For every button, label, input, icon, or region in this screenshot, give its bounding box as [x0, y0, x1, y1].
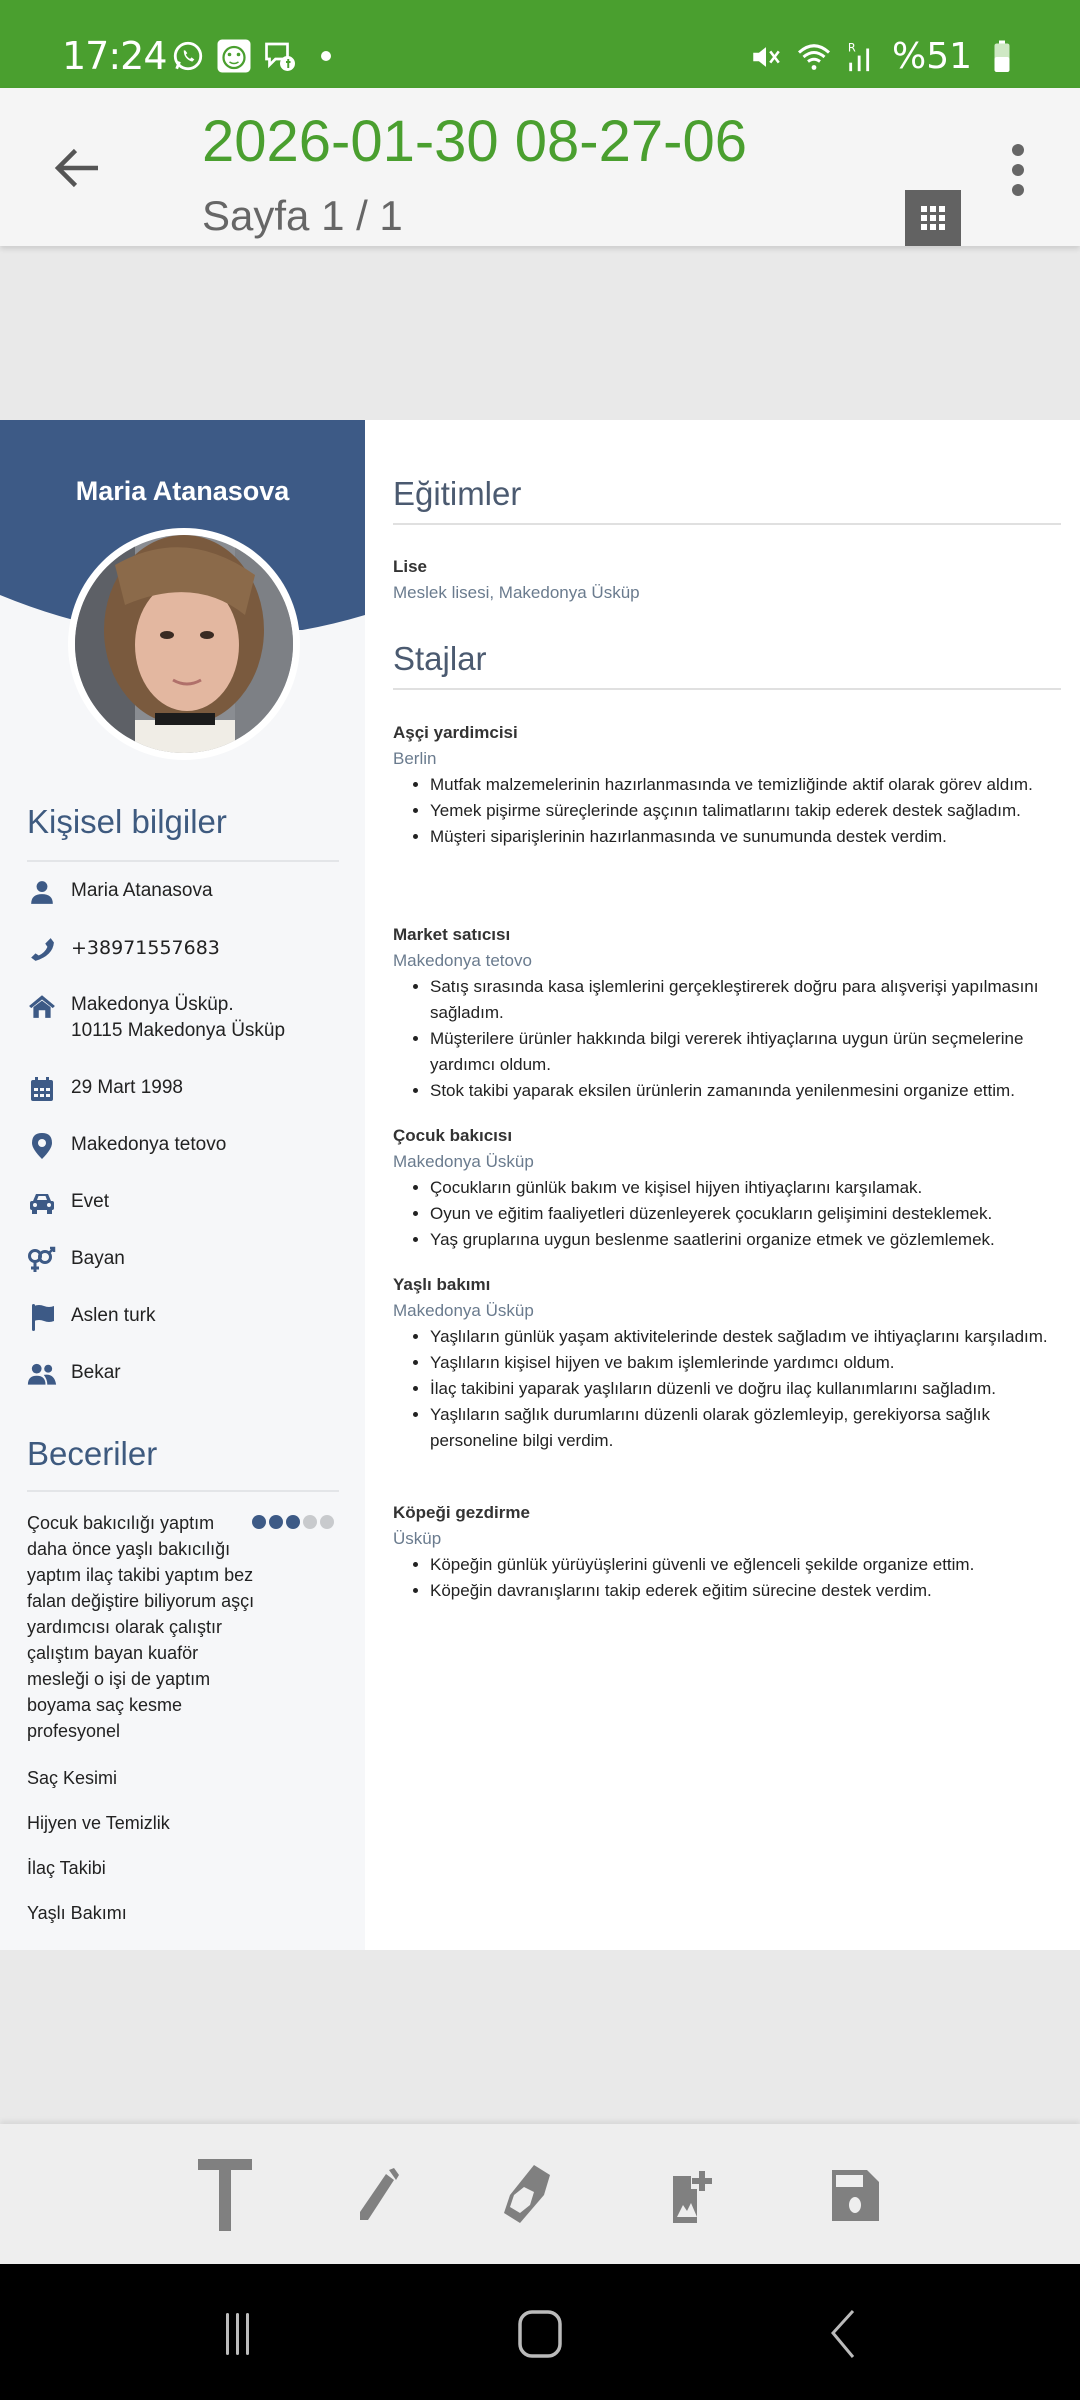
back-button[interactable] — [48, 138, 108, 198]
divider — [393, 688, 1061, 690]
info-gender: Bayan — [27, 1246, 125, 1274]
profile-photo — [75, 535, 293, 753]
info-phone: +38971557683 — [27, 935, 220, 963]
bullet-item: • Çocukların günlük bakım ve kişisel hijyen ihtiyaçlarını karşılamak. — [430, 1175, 1061, 1201]
bullet-item: • Köpeğin günlük yürüyüşlerini güvenli ve eğlenceli şekilde organize ettim. — [430, 1552, 1061, 1578]
home-icon — [27, 992, 57, 1020]
calendar-icon — [27, 1075, 57, 1103]
status-time: 17:24 — [62, 34, 167, 78]
skill-item: Hijyen ve Temizlik — [27, 1813, 170, 1833]
save-button[interactable] — [815, 2156, 895, 2236]
eraser-button[interactable] — [500, 2156, 580, 2236]
internship-entry: Çocuk bakıcısı Makedonya Üsküp • Çocukların günlük bakım ve kişisel hijyen ihtiyaçlarını karşılamak. • Oyun ve eğitim faaliyetleri düzenleyerek çocukların gelişimini desteklemek. • Yaş gruplarına uygun beslenme saatlerini organize etmek ve gözlemlemek. — [393, 1123, 1061, 1253]
internship-entry: Yaşlı bakımı Makedonya Üsküp • Yaşlıların günlük yaşam aktivitelerinde destek sağladım ve ihtiyaçlarını karşıladım. • Yaşlıların kişisel hijyen ve bakım işlemlerinde yardımcı oldum. • İlaç takibini yaparak yaşlıların düzenli ve doğru ilaç kullanımlarını sağladım. • Yaşlıların sağlık durumlarını düzenli olarak gözlemleyip, gerekiyorsa sağlık personeline bilgi verdim. — [393, 1272, 1061, 1454]
home-button[interactable] — [500, 2304, 580, 2364]
location-pin-icon — [27, 1132, 57, 1160]
bullet-item: • Satış sırasında kasa işlemlerini gerçekleştirerek doğru para alışverişi yapılmasını sağladım. — [430, 974, 1061, 1026]
recents-icon — [216, 2311, 260, 2357]
skill-description: Çocuk bakıcılığı yaptım daha önce yaşlı bakıcılığı yaptım ilaç takibi yaptım bez falan değiştire biliyorum aşçı yardımcısı olarak çalıştır çalıştım bayan kuaför mesleği o işi de yaptım boyama saç kesme profesyonel — [27, 1513, 255, 1741]
document-title: 2026-01-30 08-27-06 — [202, 109, 747, 174]
mute-icon — [748, 39, 784, 75]
skills-title: Beceriler — [27, 1435, 158, 1472]
bullet-item: • Yaş gruplarına uygun beslenme saatlerini organize etmek ve gözlemlemek. — [430, 1227, 1061, 1253]
battery-percent: %51 — [891, 36, 972, 77]
personal-info-title: Kişisel bilgiler — [27, 803, 227, 840]
divider — [27, 1490, 339, 1492]
add-image-icon — [669, 2167, 725, 2225]
nav-back-button[interactable] — [803, 2304, 883, 2364]
app-bar — [0, 88, 1080, 246]
skill-item: Yaşlı Bakımı — [27, 1903, 127, 1923]
resume-page — [0, 420, 1080, 1950]
info-location: Makedonya tetovo — [27, 1132, 226, 1160]
bullet-item: • Yaşlıların kişisel hijyen ve bakım işlemlerinde yardımcı oldum. — [430, 1350, 1061, 1376]
grid-view-button[interactable] — [905, 190, 961, 246]
status-bar — [0, 0, 1080, 88]
resume-sidebar — [0, 420, 365, 1950]
talking-tom-icon — [216, 38, 252, 74]
dot-icon — [308, 38, 344, 74]
eraser-icon — [504, 2165, 576, 2227]
bullet-item: • Oyun ve eğitim faaliyetleri düzenleyerek çocukların gelişimini desteklemek. — [430, 1201, 1061, 1227]
internship-entry: Köpeği gezdirme Üsküp • Köpeğin günlük yürüyüşlerini güvenli ve eğlenceli şekilde organize ettim. • Köpeğin davranışlarını takip ederek eğitim sürecine destek verdim. — [393, 1500, 1061, 1604]
rating-dot-empty — [303, 1515, 317, 1529]
divider — [27, 860, 339, 862]
bullet-item: • Müşteri siparişlerinin hazırlanmasında ve sunumunda destek verdim. — [430, 824, 1061, 850]
info-driving-license: Evet — [27, 1189, 109, 1217]
car-icon — [27, 1189, 57, 1217]
signal-icon — [844, 39, 880, 75]
users-icon — [27, 1360, 57, 1388]
education-entry: Lise Meslek lisesi, Makedonya Üsküp — [393, 557, 640, 602]
more-vert-icon — [1012, 144, 1024, 156]
wifi-icon — [796, 39, 832, 75]
rating-dot-filled — [269, 1515, 283, 1529]
rating-dot-empty — [320, 1515, 334, 1529]
divider — [393, 523, 1061, 525]
recents-button[interactable] — [198, 2304, 278, 2364]
person-icon — [27, 878, 57, 906]
bullet-item: • Köpeğin davranışlarını takip ederek eğitim sürecine destek verdim. — [430, 1578, 1061, 1604]
bullet-item: • Yemek pişirme süreçlerinde aşçının talimatlarını takip ederek destek sağladım. — [430, 798, 1061, 824]
edit-toolbar — [0, 2124, 1080, 2264]
notification-icons — [170, 38, 344, 74]
bullet-item: • Müşterilere ürünler hakkında bilgi vererek ihtiyaçlarına uygun ürün seçmelerine yardımcı oldum. — [430, 1026, 1061, 1078]
add-image-button[interactable] — [657, 2156, 737, 2236]
whatsapp-icon — [170, 38, 206, 74]
skill-rating — [252, 1515, 334, 1529]
system-icons — [748, 36, 1020, 77]
info-address: Makedonya Üsküp. 10115 Makedonya Üsküp — [27, 992, 285, 1044]
svg-text:R: R — [847, 39, 856, 54]
candidate-name: Maria Atanasova — [75, 476, 290, 506]
skill-item: İlaç Takibi — [27, 1858, 106, 1878]
text-tool-icon — [195, 2159, 255, 2233]
system-navigation-bar — [0, 2264, 1080, 2400]
page-indicator: Sayfa 1 / 1 — [202, 192, 403, 239]
battery-icon — [984, 39, 1020, 75]
bullet-item: • Mutfak malzemelerinin hazırlanmasında ve temizliğinde aktif olarak görev aldım. — [430, 772, 1061, 798]
save-icon — [829, 2168, 881, 2224]
info-birthdate: 29 Mart 1998 — [27, 1075, 183, 1103]
avatar — [68, 528, 300, 760]
rating-dot-filled — [286, 1515, 300, 1529]
pencil-button[interactable] — [342, 2156, 422, 2236]
rating-dot-filled — [252, 1515, 266, 1529]
text-tool-button[interactable] — [185, 2156, 265, 2236]
flag-icon — [27, 1303, 57, 1331]
home-icon — [515, 2309, 565, 2359]
bullet-item: • Yaşlıların sağlık durumlarını düzenli olarak gözlemleyip, gerekiyorsa sağlık personeline bilgi verdim. — [430, 1402, 1061, 1454]
info-name: Maria Atanasova — [27, 878, 213, 906]
phone-icon — [27, 935, 57, 963]
grid-icon — [918, 203, 948, 233]
pencil-icon — [354, 2168, 410, 2224]
bullet-item: • Stok takibi yaparak eksilen ürünlerin zamanında yenilenmesini organize ettim. — [430, 1078, 1061, 1104]
more-options-button[interactable] — [1000, 140, 1036, 200]
info-marital-status: Bekar — [27, 1360, 121, 1388]
back-icon — [823, 2309, 863, 2359]
messenger-icon — [262, 38, 298, 74]
internships-title: Stajlar — [393, 640, 487, 677]
gender-icon — [27, 1246, 57, 1274]
skill-item: Saç Kesimi — [27, 1768, 118, 1788]
info-nationality: Aslen turk — [27, 1303, 155, 1331]
bullet-item: • Yaşlıların günlük yaşam aktivitelerinde destek sağladım ve ihtiyaçlarını karşıladım. — [430, 1324, 1061, 1350]
arrow-left-icon — [48, 138, 108, 198]
education-title: Eğitimler — [393, 475, 522, 512]
internship-entry: Market satıcısı Makedonya tetovo • Satış sırasında kasa işlemlerini gerçekleştirerek doğru para alışverişi yapılmasını sağladım. • Müşterilere ürünler hakkında bilgi vererek ihtiyaçlarına uygun ürün seçmelerine yardımcı oldum. • Stok takibi yaparak eksilen ürünlerin zamanında yenilenmesini organize ettim. — [393, 922, 1061, 1104]
bullet-item: • İlaç takibini yaparak yaşlıların düzenli ve doğru ilaç kullanımlarını sağladım. — [430, 1376, 1061, 1402]
internship-entry: Aşçi yardimcisi Berlin • Mutfak malzemelerinin hazırlanmasında ve temizliğinde aktif olarak görev aldım. • Yemek pişirme süreçlerinde aşçının talimatlarını takip ederek destek sağladım. • Müşteri siparişlerinin hazırlanmasında ve sunumunda destek verdim. — [393, 720, 1061, 850]
